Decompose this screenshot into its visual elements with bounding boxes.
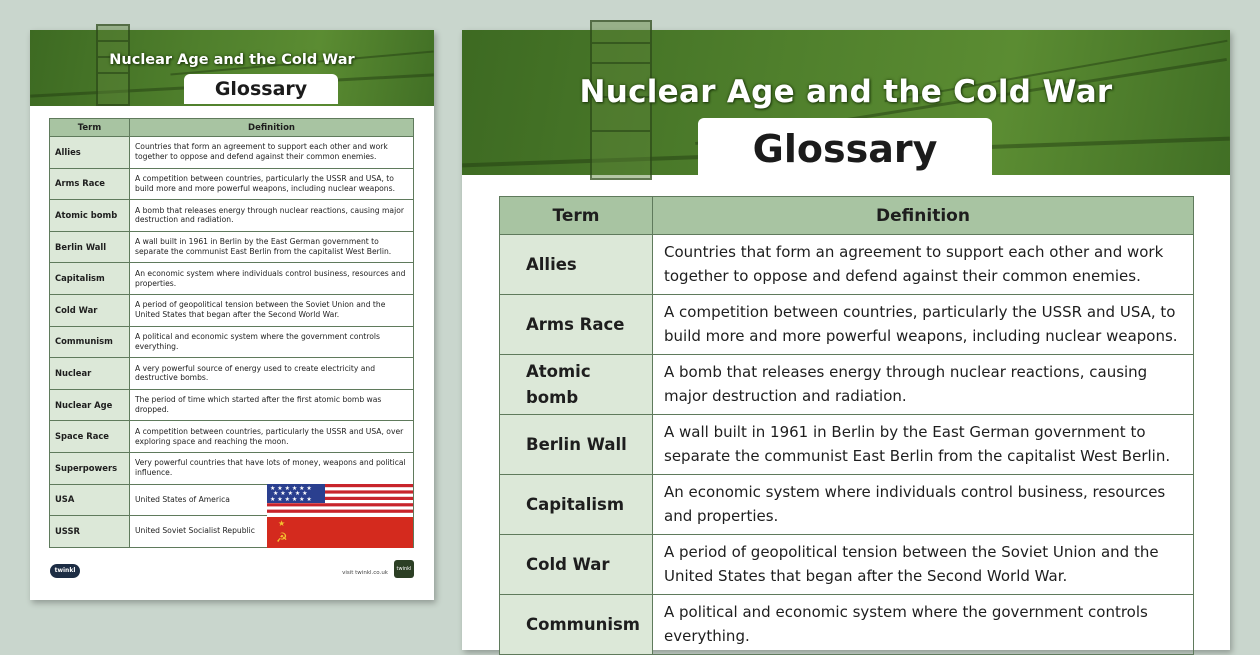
table-row [50, 326, 414, 358]
table-row [50, 389, 414, 421]
term-cell: Communism [50, 326, 130, 358]
term-cell: Capitalism [50, 263, 130, 295]
term-cell: Cold War [500, 535, 653, 595]
ussr-flag-icon [267, 517, 413, 548]
svg-text:★ ★ ★ ★ ★: ★ ★ ★ ★ ★ [273, 490, 308, 497]
glossary-page-preview [30, 30, 434, 600]
term-cell: Nuclear Age [50, 389, 130, 421]
svg-text:★ ★ ★ ★ ★ ★: ★ ★ ★ ★ ★ ★ [270, 496, 312, 503]
footer-url: visit twinkl.co.uk [342, 570, 388, 576]
definition-cell: An economic system where individuals control business, resources and properties. [653, 475, 1194, 535]
definition-column-header: Definition [130, 119, 414, 137]
usa-flag-icon [267, 484, 413, 516]
term-cell: Atomic bomb [50, 200, 130, 232]
table-row [500, 475, 1194, 535]
term-column-header: Term [50, 119, 130, 137]
definition-cell: The period of time which started after the first atomic bomb was dropped. [130, 389, 414, 421]
term-cell: Allies [50, 137, 130, 169]
table-row [50, 294, 414, 326]
term-cell: Atomic bomb [500, 355, 653, 415]
term-cell: Space Race [50, 421, 130, 453]
definition-cell: Very powerful countries that have lots of money, weapons and political influence. [130, 452, 414, 484]
definition-cell: United States of America [130, 484, 414, 516]
definition-cell: A bomb that releases energy through nuclear reactions, causing major destruction and radiation. [653, 355, 1194, 415]
twinkl-badge-icon: twinkl [394, 560, 414, 578]
term-column-header: Term [500, 197, 653, 235]
table-row [500, 355, 1194, 415]
table-row [500, 535, 1194, 595]
definition-cell: A bomb that releases energy through nuclear reactions, causing major destruction and radiation. [130, 200, 414, 232]
definition-cell: A competition between countries, particularly the USSR and USA, to build more and more powerful weapons, including nuclear weapons. [130, 168, 414, 200]
svg-text:★ ★ ★ ★ ★ ★: ★ ★ ★ ★ ★ ★ [270, 485, 312, 492]
term-cell: Allies [500, 235, 653, 295]
definition-cell: A competition between countries, particularly the USSR and USA, over exploring space and reaching the moon. [130, 421, 414, 453]
term-cell: Arms Race [500, 295, 653, 355]
document-title: Nuclear Age and the Cold War [109, 52, 355, 68]
definition-cell: A wall built in 1961 in Berlin by the East German government to separate the communist East Berlin from the capitalist West Berlin. [653, 415, 1194, 475]
table-row [500, 295, 1194, 355]
svg-text:★: ★ [278, 519, 286, 528]
table-row [500, 235, 1194, 295]
table-header-row [50, 119, 414, 137]
table-row [50, 137, 414, 169]
term-cell: Superpowers [50, 452, 130, 484]
glossary-table [499, 196, 1194, 655]
term-cell: Nuclear [50, 358, 130, 390]
term-cell: Capitalism [500, 475, 653, 535]
term-cell: USA [50, 484, 130, 516]
definition-cell: A period of geopolitical tension between the Soviet Union and the United States that began after the Second World War. [653, 535, 1194, 595]
definition-cell: United Soviet Socialist Republic [130, 516, 414, 548]
document-subtitle: Glossary [184, 74, 338, 104]
document-title: Nuclear Age and the Cold War [579, 74, 1113, 110]
term-cell: USSR [50, 516, 130, 548]
definition-cell: A political and economic system where the government controls everything. [653, 595, 1194, 655]
definition-cell: A wall built in 1961 in Berlin by the East German government to separate the communist East Berlin from the capitalist West Berlin. [130, 231, 414, 263]
definition-cell: A period of geopolitical tension between the Soviet Union and the United States that began after the Second World War. [130, 294, 414, 326]
table-row [50, 168, 414, 200]
definition-cell: Countries that form an agreement to support each other and work together to oppose and defend against their common enemies. [653, 235, 1194, 295]
definition-cell: A political and economic system where the government controls everything. [130, 326, 414, 358]
term-cell: Berlin Wall [500, 415, 653, 475]
svg-text:☭: ☭ [276, 531, 288, 546]
table-row [50, 358, 414, 390]
glossary-page-zoomed [462, 30, 1230, 650]
table-row [50, 452, 414, 484]
twinkl-logo: twinkl [50, 564, 80, 578]
table-row [50, 263, 414, 295]
term-cell: Communism [500, 595, 653, 655]
table-row [50, 421, 414, 453]
term-cell: Arms Race [50, 168, 130, 200]
definition-cell: Countries that form an agreement to support each other and work together to oppose and defend against their common enemies. [130, 137, 414, 169]
term-cell: Cold War [50, 294, 130, 326]
document-subtitle: Glossary [698, 118, 992, 178]
definition-cell: A very powerful source of energy used to create electricity and destructive bombs. [130, 358, 414, 390]
definition-column-header: Definition [653, 197, 1194, 235]
definition-cell: A competition between countries, particularly the USSR and USA, to build more and more powerful weapons, including nuclear weapons. [653, 295, 1194, 355]
definition-cell: An economic system where individuals control business, resources and properties. [130, 263, 414, 295]
table-row [500, 595, 1194, 655]
table-row [50, 231, 414, 263]
table-row [50, 200, 414, 232]
table-row [500, 415, 1194, 475]
term-cell: Berlin Wall [50, 231, 130, 263]
table-header-row [500, 197, 1194, 235]
